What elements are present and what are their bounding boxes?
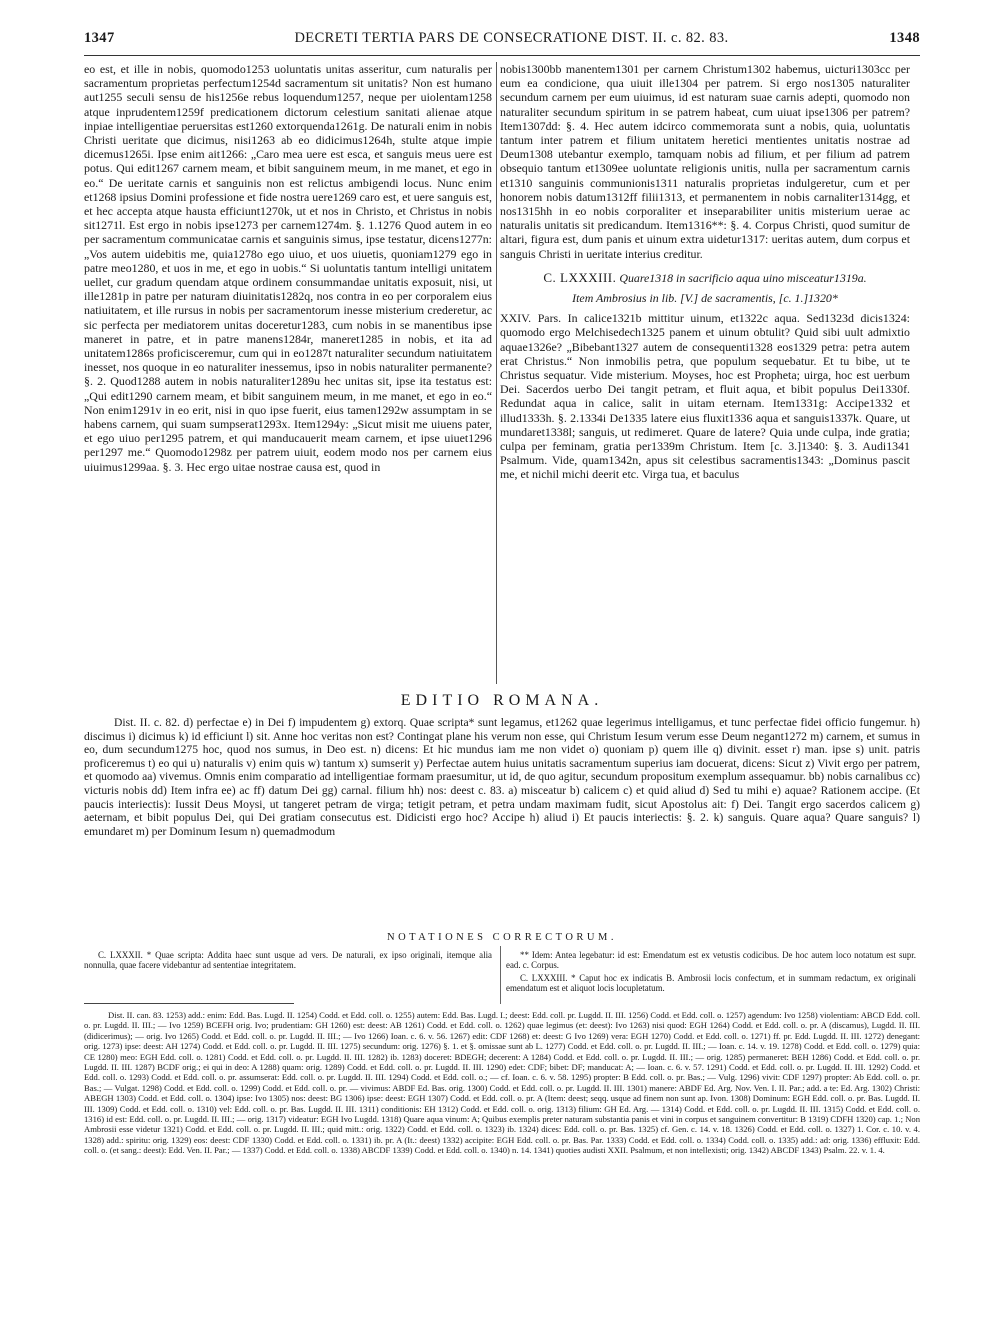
chapter-heading — [500, 271, 910, 285]
chapter-source: Item Ambrosius in lib. [V.] de sacramentis, [c. 1.]1320* — [572, 291, 838, 306]
running-title: DECRETI TERTIA PARS DE CONSECRATIONE DIST. II. c. 82. 83. — [294, 30, 729, 46]
notationes-divider — [500, 946, 501, 1004]
footnotes — [84, 1010, 920, 1156]
header-rule — [84, 55, 920, 56]
right-column-text-2: XXIV. Pars. In calice1321b mittitur uinum, et1322c aqua. Sed1323d dicis1324: quomodo ergo Melchisedech1325 panem et uinum obtulit? Quid sibi uult admixtio aquae1326e? „Bibebant1327 autem de consequenti1328 eos1329 petra: petra autem erat Christus.“ Non inmobilis petra, que populum sequebatur. Et tu bibe, ut te Christus sequatur. Vide misterium. Moyses, hoc est Propheta; uirga, hoc est uerbum Dei. Sacerdos uerbo Dei tangit petram, et fluit aqua, et bibit populus Dei1330f. Redundat aqua in calice, salit in uitam eternam. Item1331g: Accipe1332 et illud1333h. §. 2.1334i De1335 latere eius fluxit1336 aqua et sanguis1337k. Quare, ut mundaret1338l; sanguis, ut redimeret. Quare de latere? Quia unde culpa, inde gratia; culpa per feminam, gratia per1339m Christum. Item [c. 3.]1340: §. 3. Audi1341 Psalmum. Vide, quam1342n, apus sit celestibus sacramentis1343: „Dominus pascit me, et nichil michi deerit etc. Virga tua, et baculus — [500, 311, 910, 482]
notationes-note-1: C. LXXXII. * Quae scripta: Addita haec sunt usque ad vers. De naturali, ex ipso originali, itemque alia nonnulla, quae facere videbantur ad sententiae integritatem. — [84, 950, 492, 971]
footnote-rule — [84, 1003, 294, 1004]
notationes-note-2: ** Idem: Antea legebatur: id est: Emendatum est ex vetustis codicibus. De hoc autem loco notatum est supr. ead. c. Corpus. — [506, 950, 916, 971]
notationes-title: NOTATIONES CORRECTORUM. — [387, 932, 617, 943]
right-column-text-1: nobis1300bb manentem1301 per carnem Christum1302 habemus, uicturi1303cc per eum ea condicione, qua uiuit ille1304 per patrem. Si ergo nos1305 naturaliter secundum carnem per eum uiuimus, id est naturam suae carnis adepti, quomodo non naturaliter secundum spiritum in se patrem habeat, cum uiuat ipse1306 per patrem? Item1307dd: §. 4. Hec autem idcirco commemorata sunt a nobis, quia, uoluntatis tantum inter patrem et filium unitatem heretici mentientes unitatis nostrae ad Deum1308 utebantur exemplo, tamquam nobis ad filium, et per filium ad patrem obsequio tantum et1309ee uoluntate religionis unitis, nulla per sacramentum carnis et1310 sanguinis communionis1311 naturalis proprietas indulgeretur, cum et per honorem nobis datum1312ff filii1313, et permanentem in nobis carnaliter1314gg, et nos1315hh in eo nobis corporaliter et inseparabiliter unitis misterium uerae ac naturalis unitatis sit predicandum. Item1316**: §. 4. Corpus Christi, quod sumitur de altari, figura est, dum panis et uinum extra uidetur1317: ueritas autem, dum corpus et sanguis Christi in ueritate interius creditur. — [500, 62, 910, 261]
page-number-left: 1347 — [84, 30, 115, 46]
editio-romana-text: Dist. II. c. 82. d) perfectae e) in Dei f) impudentem g) extorq. Quae scripta* sunt legamus, et1262 quae legerimus intelligamus, et tunc perfectae fidei officio fungemur. h) discimus i) dicimus k) id efficiunt l) sit. Anne hoc veritas non est? Contingat plane his verum non esse, qui Christum Iesum verum esse Deum negant1272 m) carnem, et sumus in eo, dum secundum1275 hoc, quod nos sumus, in Deo est. n) dicens: Et hic mundus iam me non videt o) quoniam p) quem ille q) divinit. esset r) man. ipse s) unit. patris proficeremus t) eo qui u) naturalis v) enim quis w) tantum x) sumserit y) Perfectae autem huius unitatis sacramentum superius iam docuerat, dicens: Sicut z) Vivit ergo per patrem, et quomodo aa) vivemus. Omnis enim comparatio ad intelligentiae formam praesumitur, ut id, de quo agitur, secundum propositum exemplum assequamur. bb) nobis carnalibus cc) victuris nobis dd) Item infra ee) ac ff) datum Dei gg) carnal. filium hh) nos: deest c. 83. a) misceatur b) calicem c) et quid aliud d) Sed tu mihi e) aquae? Rationem accipe. (Et paucis interiectis): Iussit Deus Moysi, ut tangeret petram de virga; tetigit petram, et petra undam maximam fudit, sicut Apostolus ait: f) Dei. Tangit ergo sacerdos calicem g) aeternam, et bibit populus Dei, qui Dei gratiam consecutus est. Didicisti ergo hoc? Accipe h) aliud i) Et paucis interiectis: §. 2. k) sanguis. Quare aqua? Quare sanguis? l) emundaret m) per Dominum Iesum n) quemadmodum — [84, 716, 920, 838]
left-column-text: eo est, et ille in nobis, quomodo1253 uoluntatis unitas asseritur, cum naturalis per sacramentum proprietas perfectum1254d sacramentum sit unitatis? Non est humano aut1255 seculi sensu de his1256e rebus loquendum1257, neque per uiolentam1258 atque inprudentem1259f predicationem dictorum celestium sanitati alienae atque inpiae intelligentiae peruersitas est1260 extorquenda1261g. De naturali enim in nobis Christi ueritate que dicimus, nisi1263 ab eo didicimus1264h, stulte atque impie dicemus1265i. Ipse enim ait1266: „Caro mea uere est esca, et sanguis meus uere est potus. Qui edit1267 carnem meam, et bibit sanguinem meum, in me manet, et ego in eo.“ De ueritate carnis et sanguinis non est relictus ambigendi locus. Nunc enim et1268 ipsius Domini professione et fide nostra uere1269 caro est, et uere sanguis est, et hec accepta atque hausta efficiunt1270k, ut et nos in Christo, et Christus in nobis sit1271l. Est ergo in nobis ipse1273 per carnem1274m. §. 1.1276 Quod autem in eo per sacramentum communicatae carnis et sanguinis simus, ipse testatur, dicens1277n: „Vos autem uidebitis me, quia1278o ego uiuo, et uos uiuetis, quoniam1279 ego in patre meo1280, et uos in me, et ego in uobis.“ Si uoluntatis tantum intelligi unitatem uellet, cur gradum quendam atque ordinem consummandae unitatis exposuit, nisi, ut ille1281p in patre per naturam diuinitatis1282q, nos contra in eo per corporalem eius natiuitatem, et ille rursus in nobis per sacramentorum inesse misterium crederetur, ac sic perfecta per mediatorem unitas doceretur1283, cum nobis in se manentibus ipse maneret in patre, et in patre manens1284r, maneret1285 in nobis, et ita ad unitatem1286s proficisceremur, cum qui in eo1287t naturaliter secundum natiuitatem inesset, nos quoque in eo naturaliter inessemus, ipso in nobis naturaliter permanente? §. 2. Quod1288 autem in nobis naturaliter1289u hec unitas sit, ipse ita testatus est: „Qui edit1290 carnem meam, et bibit sanguinem meum, in me manet, et ego in eo.“ Non enim1291v in eo erit, nisi in quo ipse fuerit, eius tamen1292w assumptam in se habens carnem, qui suam sumpserat1293x. Item1294y: „Sicut misit me uiuens pater, et ego uiuo per1295 patrem, et qui manducauerit meam carnem, et ipse uiuet1296 per1297 me.“ Quomodo1298z per patrem uiuit, eodem modo nos per carnem eius uiuimus1299aa. §. 3. Hec ergo uitae nostrae causa est, quod in — [84, 62, 492, 474]
chapter-number: C. LXXXIII. — [543, 269, 617, 285]
column-divider — [496, 62, 497, 684]
page-number-right: 1348 — [889, 30, 920, 46]
right-column — [500, 62, 910, 482]
chapter-title: Quare1318 in sacrificio aqua uino misceatur1319a. — [619, 270, 867, 285]
editio-romana-body — [84, 716, 920, 838]
footnotes-text: Dist. II. can. 83. 1253) add.: enim: Edd. Bas. Lugd. II. 1254) Codd. et Edd. coll. o. 1255) autem: Edd. Bas. Lugd. I.; deest: Edd. coll. pr. Lugdd. II. III. 1256) Codd. et Edd. coll. o. 1257) agendum: Ivo 1258) violentiam: ABCD Edd. coll. o. pr. Lugdd. II. III.; — Ivo 1259) BCEFH orig. Ivo; prudentiam: GH 1260) est: deest: AB 1261) Codd. et Edd. coll. o. 1262) quae legimus (et: deest): Ivo 1263) nisi quod: EGH 1264) Codd. et Edd. coll. o. pr. A (discamus), Lugdd. II. III. (didicerimus); — orig. Ivo 1265) Codd. et Edd. coll. o. pr. Lugdd. II. III.; — Ivo 1266) Ioan. c. 6. v. 56. 1267) edit: CDF 1268) et: deest: G Ivo 1269) vera: EGH 1270) Codd. et Edd. coll. o. 1271) ff. pr. Edd. Lugdd. II. III. 1272) denegant: orig. 1273) ipse: deest: AH 1274) Codd. et Edd. coll. o. pr. Lugdd. II. III. 1275) secundum: orig. 1276) §. 1. et §. omissae sunt ab L. 1277) Codd. et Edd. coll. o. pr. Lugdd. II. III.; — Ioan. c. 14. v. 19. 1278) Codd. et Edd. coll. o. 1279) quia: CE 1280) meo: EGH Edd. coll. o. 1281) Codd. et Edd. coll. o. pr. Lugdd. II. III. 1282) ib. 1283) doceret: BDEGH; decerent: A 1284) Codd. et Edd. coll. o. pr. Lugdd. II. III.; — orig. 1285) permaneret: BEH 1286) Codd. et Edd. coll. o. pr. Lugdd. II. III. 1287) BCDF orig.; ei qui in deo: A 1288) quam: orig. 1289) Codd. et Edd. coll. o. pr. Lugdd. II. III. 1290) edet: CDF; bibet: DF; manducat: A; — Ioan. c. 6. v. 57. 1291) Codd. et Edd. coll. o. pr. Lugdd. II. III. 1292) Codd. et Edd. coll. o. 1293) Codd. et Edd. coll. o. pr. assumserat: Edd. coll. o. pr. Lugdd. II. III. 1294) Codd. et Edd. coll. o.; — cf. Ioan. c. 6. v. 58. 1295) propter: B Edd. coll. o. pr. Bas.; — Vulg. 1296) vivit: CDF 1297) propter: Ab Edd. coll. o. pr. Bas.; — Vulgat. 1298) Codd. et Edd. coll. o. 1299) Codd. et Edd. coll. o. pr. — vivimus: ABDF Ed. Bas. orig. 1300) Codd. et Edd. coll. o. pr. Lugdd. II. III. 1301) manere: ABDF Ed. Arg. Nov. Ven. I. II. Par.; add. a te: Ed. Arg. 1302) Christi: ABEGH 1303) Codd. et Edd. coll. o. 1304) ipse: Ivo 1305) nos: deest: BG 1306) ipse: deest: EGH 1307) Codd. et Edd. coll. o. pr. A (Item: deest; seqq. usque ad finem non sunt ap. Ivon. 1308) Dominum: EGH Edd. coll. o. pr. Bas. Lugdd. II. III. 1309) Codd. et Edd. coll. o. 1310) vel: Edd. coll. o. pr. Bas. Lugdd. II. III. 1311) conditionis: EH 1312) Codd. et Edd. coll. o. orig. 1313) filium: GH Ed. Arg. — 1314) Codd. et Edd. coll. o. pr. Lugdd. II. III. 1315) Codd. et Edd. coll. o. 1316) id est: Edd. coll. o. pr. Lugdd. II. III.; — orig. 1317) videatur: EGH Ivo Lugdd. 1318) Quare aqua vinum: A; Quibus exemplis preter naturam substantia panis et vini in corpus et sanguinem convertitur: B 1319) CDFH 1320) cap. 1.; Non Ambrosii esse videtur 1321) Codd. et Edd. coll. o. pr. Lugdd. II. III.; quid mitt.: orig. 1322) Codd. et Edd. coll. o. 1323) ib. 1324) dices: Edd. coll. o. pr. Bas. 1325) cf. Gen. c. 14. v. 18. 1326) Codd. et Edd. coll. o. 1327) 1. Cor. c. 10. v. 4. 1328) add.: spiritu: orig. 1329) eos: deest: CDF 1330) Codd. et Edd. coll. o. 1331) ib. pr. A (It.: deest) 1332) accipite: EGH Edd. coll. o. pr. Bas. Par. 1333) Codd. et Edd. coll. o. 1334) Codd. coll. o. 1335) add.: ad: orig. 1336) effluxit: Edd. coll. o. (et sang.: deest): Edd. Ven. II. Par.; — 1337) Codd. et Edd. coll. o. 1338) ABCDF 1339) Codd. et Edd. coll. o. 1340) n. 14. 1341) quoties audisti XXII. Psalmum, et non intellexisti; orig. 1342) ABCDF 1343) Psalm. 22. v. 1. 4. — [84, 1010, 920, 1156]
running-header — [84, 30, 920, 52]
editio-romana-title: EDITIO ROMANA. — [400, 692, 604, 709]
notationes-right — [506, 950, 916, 996]
notationes-left — [84, 950, 492, 973]
left-column — [84, 62, 492, 474]
notationes-note-3: C. LXXXIII. * Caput hoc ex indicatis B. Ambrosii locis confectum, et in summam redactum, ex originali emendatum est et aliquot locis locupletatum. — [506, 972, 916, 994]
